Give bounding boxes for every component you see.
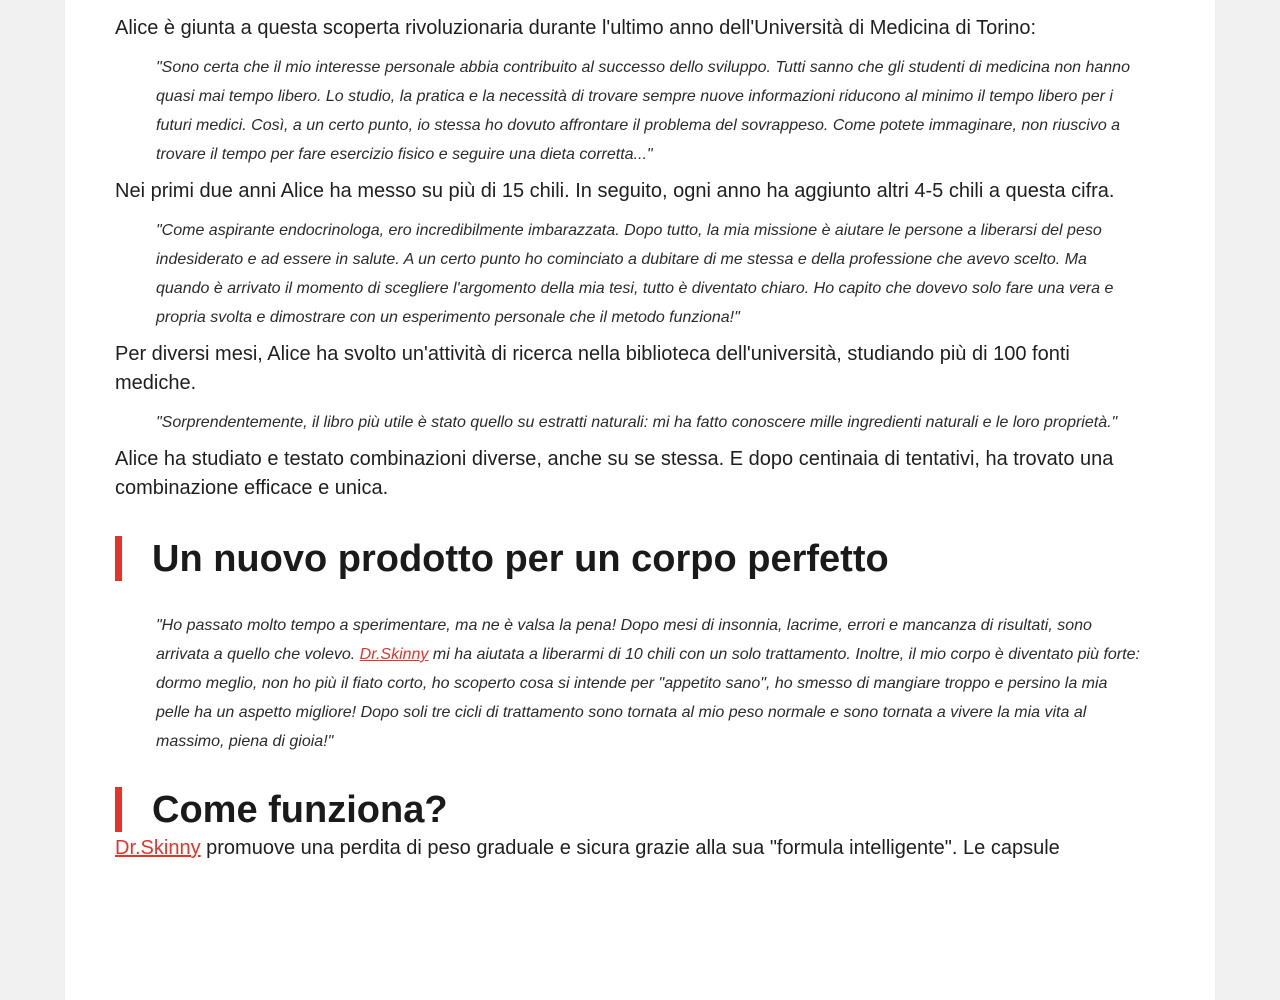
paragraph-text: promuove una perdita di peso graduale e sicura grazie alla sua "formula intelligente". Le capsule: [200, 837, 1060, 859]
heading-accent-bar: [115, 536, 122, 581]
quote-testimonial: [156, 611, 1140, 756]
paragraph-discovery: Alice è giunta a questa scoperta rivoluzionaria durante l'ultimo anno dell'Università di Medicina di Torino:: [115, 17, 1037, 39]
section-heading-how-it-works: [115, 786, 1140, 834]
paragraph-weight-gain: Nei primi due anni Alice ha messo su più di 15 chili. In seguito, ogni anno ha aggiunto altri 4-5 chili a questa cifra.: [115, 180, 1115, 202]
heading-new-product: Un nuovo prodotto per un corpo perfetto: [152, 538, 889, 580]
quote-personal-interest: "Sono certa che il mio interesse personale abbia contribuito al successo dello sviluppo. Tutti sanno che gli studenti di medicina non hanno quasi mai tempo libero. Lo studio, la pratica e la necessità di trovare sempre nuove informazioni riducono al minimo il tempo libero per i futuri medici. Così, a un certo punto, io stessa ho dovuto affrontare il problema del sovrappeso. Come potete immaginare, non riuscivo a trovare il tempo per fare esercizio fisico e seguire una dieta corretta...": [156, 59, 1130, 163]
paragraph-research: Per diversi mesi, Alice ha svolto un'attività di ricerca nella biblioteca dell'università, studiando più di 100 fonti mediche.: [115, 343, 1070, 394]
quote-text-start: "Ho passato molto tempo a sperimentare, ma ne è valsa la pena! Dopo mesi di insonnia, lacrime, errori e mancanza di risultati, sono arrivata a quello che volevo.: [156, 617, 1092, 663]
article-content: [115, 14, 1140, 863]
product-link[interactable]: Dr.Skinny: [115, 837, 201, 859]
paragraph-how-it-works: [115, 834, 1140, 863]
section-heading-new-product: [115, 535, 1140, 583]
heading-how-it-works: Come funziona?: [152, 789, 448, 831]
article-page: [65, 0, 1215, 1000]
quote-natural-extracts: "Sorprendentemente, il libro più utile è stato quello su estratti naturali: mi ha fatto conoscere mille ingredienti naturali e le loro proprietà.": [156, 414, 1118, 431]
paragraph-combinations: Alice ha studiato e testato combinazioni diverse, anche su se stessa. E dopo centinaia di tentativi, ha trovato una combinazione efficace e unica.: [115, 448, 1114, 499]
quote-endocrinologist: "Come aspirante endocrinologa, ero incredibilmente imbarazzata. Dopo tutto, la mia missione è aiutare le persone a liberarsi del peso indesiderato e ad essere in salute. A un certo punto ho cominciato a dubitare di me stessa e della professione che avevo scelto. Ma quando è arrivato il momento di scegliere l'argomento della mia tesi, tutto è diventato chiaro. Ho capito che dovevo solo fare una vera e propria svolta e dimostrare con un esperimento personale che il metodo funziona!": [156, 222, 1114, 326]
product-link[interactable]: Dr.Skinny: [359, 646, 429, 663]
heading-accent-bar: [115, 787, 122, 832]
quote-text-end: mi ha aiutata a liberarmi di 10 chili con un solo trattamento. Inoltre, il mio corpo è diventato più forte: dormo meglio, non ho più il fiato corto, ho scoperto cosa si intende per "appetito sano", ho smesso di mangiare troppo e persino la mia pelle ha un aspetto migliore! Dopo soli tre cicli di trattamento sono tornata al mio peso normale e sono tornata a vivere la mia vita al massimo, piena di gioia!": [156, 646, 1140, 750]
